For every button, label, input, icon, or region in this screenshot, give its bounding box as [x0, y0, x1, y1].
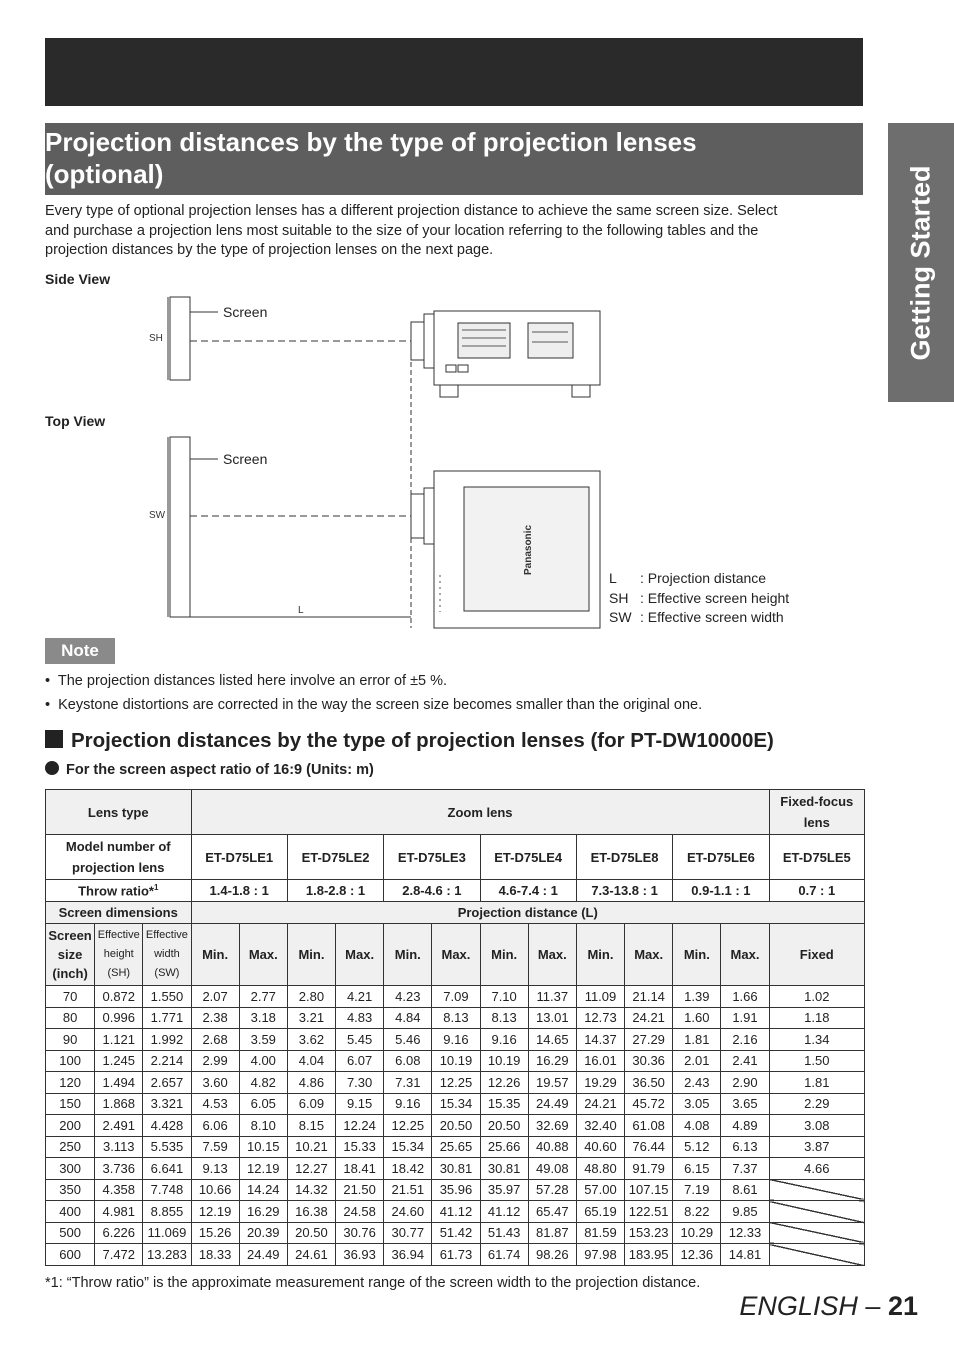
table-cell: 9.16 — [480, 1029, 528, 1051]
table-cell: 15.35 — [480, 1093, 528, 1115]
section-heading: Projection distances by the type of projection lenses (for PT-DW10000E) — [45, 729, 774, 753]
table-cell-not-applicable — [769, 1244, 864, 1266]
table-cell: 6.05 — [239, 1093, 287, 1115]
table-cell: 21.51 — [384, 1179, 432, 1201]
table-cell: 2.41 — [721, 1050, 769, 1072]
table-cell: 9.16 — [384, 1093, 432, 1115]
table-cell: 24.49 — [528, 1093, 576, 1115]
table-cell: 9.85 — [721, 1201, 769, 1223]
table-cell: 6.13 — [721, 1136, 769, 1158]
table-cell: 7.31 — [384, 1072, 432, 1094]
table-cell: 30.81 — [480, 1158, 528, 1180]
table-cell: 2.99 — [191, 1050, 239, 1072]
table-cell: 61.08 — [625, 1115, 673, 1137]
table-cell: 32.40 — [576, 1115, 624, 1137]
table-cell-not-applicable — [769, 1179, 864, 1201]
l-label: L — [298, 605, 304, 616]
table-cell: 7.10 — [480, 986, 528, 1008]
table-cell: 70 — [46, 986, 95, 1008]
table-cell: 51.42 — [432, 1222, 480, 1244]
table-cell: 350 — [46, 1179, 95, 1201]
table-cell: 12.19 — [239, 1158, 287, 1180]
table-cell: 8.13 — [480, 1007, 528, 1029]
sh-label: SH — [149, 333, 163, 344]
table-cell: 9.13 — [191, 1158, 239, 1180]
table-cell: 24.60 — [384, 1201, 432, 1223]
table-cell: 2.90 — [721, 1072, 769, 1094]
intro-paragraph: Every type of optional projection lenses has a different projection distance to achieve the same screen size. Select and purchase a projection lens most suitable to the size of your location referring to the following tables and the projection distances by the type of projection lenses on the next page. — [45, 203, 778, 258]
table-cell: 1.81 — [673, 1029, 721, 1051]
table-cell: 97.98 — [576, 1244, 624, 1266]
table-cell: 30.36 — [625, 1050, 673, 1072]
note-item: • Keystone distortions are corrected in the way the screen size becomes smaller than the original one. — [45, 697, 703, 713]
table-cell: 14.37 — [576, 1029, 624, 1051]
table-cell: 8.855 — [143, 1201, 191, 1223]
table-cell: 14.65 — [528, 1029, 576, 1051]
table-cell: 35.96 — [432, 1179, 480, 1201]
table-cell: 91.79 — [625, 1158, 673, 1180]
table-cell: 100 — [46, 1050, 95, 1072]
table-cell: 4.89 — [721, 1115, 769, 1137]
table-cell: 3.18 — [239, 1007, 287, 1029]
table-cell: 3.736 — [95, 1158, 143, 1180]
table-cell: 15.33 — [336, 1136, 384, 1158]
brand-label: Panasonic — [523, 524, 534, 576]
table-cell: 11.069 — [143, 1222, 191, 1244]
table-cell: 61.73 — [432, 1244, 480, 1266]
table-cell: 36.94 — [384, 1244, 432, 1266]
table-cell: 30.76 — [336, 1222, 384, 1244]
table-cell: 5.535 — [143, 1136, 191, 1158]
table-row — [46, 1050, 865, 1072]
table-cell: 6.15 — [673, 1158, 721, 1180]
table-cell: 7.59 — [191, 1136, 239, 1158]
table-cell: 81.87 — [528, 1222, 576, 1244]
top-screen — [170, 437, 190, 617]
table-cell: 10.15 — [239, 1136, 287, 1158]
table-cell: 16.01 — [576, 1050, 624, 1072]
table-cell: 1.550 — [143, 986, 191, 1008]
table-row — [46, 1244, 865, 1266]
table-cell: 20.39 — [239, 1222, 287, 1244]
table-throw-ratio-row: Throw ratio*$^1$ 1.4-1.8 : 1 1.8-2.8 : 1 2.8-4.6 : 1 4.6-7.4 : 1 7.3-13.8 : 1 0.9-1.1 : 1 0.7 : 1 — [46, 880, 865, 902]
table-cell: 41.12 — [480, 1201, 528, 1223]
table-cell: 150 — [46, 1093, 95, 1115]
table-cell: 57.00 — [576, 1179, 624, 1201]
table-cell: 5.46 — [384, 1029, 432, 1051]
table-cell: 65.19 — [576, 1201, 624, 1223]
table-cell: 5.45 — [336, 1029, 384, 1051]
table-cell: 65.47 — [528, 1201, 576, 1223]
table-cell: 6.09 — [287, 1093, 335, 1115]
table-row — [46, 1072, 865, 1094]
table-cell: 51.43 — [480, 1222, 528, 1244]
table-cell: 10.19 — [432, 1050, 480, 1072]
table-cell: 16.38 — [287, 1201, 335, 1223]
table-row — [46, 1201, 865, 1223]
table-cell: 30.77 — [384, 1222, 432, 1244]
table-cell: 120 — [46, 1072, 95, 1094]
table-cell: 12.73 — [576, 1007, 624, 1029]
table-cell: 24.58 — [336, 1201, 384, 1223]
table-cell: 98.26 — [528, 1244, 576, 1266]
table-cell: 2.491 — [95, 1115, 143, 1137]
table-cell: 25.65 — [432, 1136, 480, 1158]
table-cell: 0.872 — [95, 986, 143, 1008]
table-section-row: Screen dimensions Projection distance (L) — [46, 902, 865, 924]
table-cell: 4.08 — [673, 1115, 721, 1137]
table-cell: 8.22 — [673, 1201, 721, 1223]
table-cell-not-applicable — [769, 1222, 864, 1244]
table-cell: 4.86 — [287, 1072, 335, 1094]
table-cell: 6.07 — [336, 1050, 384, 1072]
table-cell: 45.72 — [625, 1093, 673, 1115]
table-cell: 10.21 — [287, 1136, 335, 1158]
table-cell: 122.51 — [625, 1201, 673, 1223]
table-row — [46, 1179, 865, 1201]
table-cell: 16.29 — [528, 1050, 576, 1072]
table-cell: 300 — [46, 1158, 95, 1180]
table-cell: 11.09 — [576, 986, 624, 1008]
table-cell: 20.50 — [480, 1115, 528, 1137]
table-row — [46, 1115, 865, 1137]
side-tab-label: Getting Started — [905, 165, 936, 361]
legend-item: L : Projection distance — [609, 570, 767, 586]
table-cell: 24.49 — [239, 1244, 287, 1266]
table-row — [46, 986, 865, 1008]
table-cell: 2.38 — [191, 1007, 239, 1029]
table-cell: 48.80 — [576, 1158, 624, 1180]
table-cell: 4.428 — [143, 1115, 191, 1137]
table-cell: 2.77 — [239, 986, 287, 1008]
table-cell: 20.50 — [432, 1115, 480, 1137]
projector-top-icon — [411, 471, 600, 628]
table-cell: 18.33 — [191, 1244, 239, 1266]
table-cell: 80 — [46, 1007, 95, 1029]
table-cell: 1.50 — [769, 1050, 864, 1072]
table-cell: 12.36 — [673, 1244, 721, 1266]
table-cell: 4.84 — [384, 1007, 432, 1029]
table-cell: 2.01 — [673, 1050, 721, 1072]
table-cell: 7.472 — [95, 1244, 143, 1266]
table-cell: 11.37 — [528, 986, 576, 1008]
table-cell: 15.34 — [432, 1093, 480, 1115]
table-cell: 18.41 — [336, 1158, 384, 1180]
table-cell: 8.15 — [287, 1115, 335, 1137]
table-cell: 4.358 — [95, 1179, 143, 1201]
page-title: Projection distances by the type of projection lenses (optional) — [45, 123, 863, 195]
legend-item: SH : Effective screen height — [609, 589, 790, 606]
table-cell: 2.657 — [143, 1072, 191, 1094]
table-cell: 3.65 — [721, 1093, 769, 1115]
table-cell: 3.08 — [769, 1115, 864, 1137]
table-cell: 1.81 — [769, 1072, 864, 1094]
table-cell: 8.13 — [432, 1007, 480, 1029]
table-cell: 4.23 — [384, 986, 432, 1008]
table-cell: 76.44 — [625, 1136, 673, 1158]
table-cell: 3.62 — [287, 1029, 335, 1051]
table-cell: 6.641 — [143, 1158, 191, 1180]
table-cell: 6.226 — [95, 1222, 143, 1244]
table-cell: 1.39 — [673, 986, 721, 1008]
table-cell: 8.10 — [239, 1115, 287, 1137]
table-cell: 12.19 — [191, 1201, 239, 1223]
table-cell: 1.91 — [721, 1007, 769, 1029]
footnote: *1: “Throw ratio” is the approximate measurement range of the screen width to the projection distance. — [45, 1275, 701, 1291]
note-badge: Note — [45, 638, 115, 664]
table-cell: 3.05 — [673, 1093, 721, 1115]
table-cell: 35.97 — [480, 1179, 528, 1201]
side-view-label: Side View — [45, 271, 111, 287]
table-cell: 3.60 — [191, 1072, 239, 1094]
table-cell: 30.81 — [432, 1158, 480, 1180]
table-cell: 1.121 — [95, 1029, 143, 1051]
table-cell: 19.57 — [528, 1072, 576, 1094]
table-cell: 7.09 — [432, 986, 480, 1008]
table-cell: 27.29 — [625, 1029, 673, 1051]
table-cell: 4.83 — [336, 1007, 384, 1029]
table-cell: 32.69 — [528, 1115, 576, 1137]
table-cell: 10.66 — [191, 1179, 239, 1201]
table-cell: 4.04 — [287, 1050, 335, 1072]
sw-label: SW — [149, 510, 166, 521]
table-cell: 12.27 — [287, 1158, 335, 1180]
table-cell: 2.80 — [287, 986, 335, 1008]
table-cell: 3.59 — [239, 1029, 287, 1051]
projection-diagram — [0, 0, 954, 640]
table-cell: 2.07 — [191, 986, 239, 1008]
table-cell: 1.60 — [673, 1007, 721, 1029]
table-cell: 3.321 — [143, 1093, 191, 1115]
table-cell: 18.42 — [384, 1158, 432, 1180]
top-view-label: Top View — [45, 413, 106, 429]
table-cell: 1.494 — [95, 1072, 143, 1094]
table-cell: 12.33 — [721, 1222, 769, 1244]
table-cell: 0.996 — [95, 1007, 143, 1029]
table-cell: 7.30 — [336, 1072, 384, 1094]
table-cell: 21.50 — [336, 1179, 384, 1201]
table-cell: 19.29 — [576, 1072, 624, 1094]
round-bullet-icon — [45, 761, 59, 775]
table-cell: 4.66 — [769, 1158, 864, 1180]
table-cell: 36.50 — [625, 1072, 673, 1094]
table-cell: 10.29 — [673, 1222, 721, 1244]
table-cell: 15.26 — [191, 1222, 239, 1244]
table-cell: 4.82 — [239, 1072, 287, 1094]
note-item: • The projection distances listed here involve an error of ±5 %. — [45, 673, 448, 689]
table-cell: 3.113 — [95, 1136, 143, 1158]
page-number: ENGLISH – 21 — [739, 1291, 918, 1321]
table-cell: 3.87 — [769, 1136, 864, 1158]
table-cell: 61.74 — [480, 1244, 528, 1266]
projector-side-icon — [411, 311, 600, 397]
table-cell: 57.28 — [528, 1179, 576, 1201]
square-bullet-icon — [45, 730, 63, 748]
table-cell: 107.15 — [625, 1179, 673, 1201]
table-row — [46, 1093, 865, 1115]
subsection-heading: For the screen aspect ratio of 16:9 (Units: m) — [45, 761, 374, 778]
table-cell: 5.12 — [673, 1136, 721, 1158]
table-cell: 81.59 — [576, 1222, 624, 1244]
table-cell: 7.37 — [721, 1158, 769, 1180]
table-cell: 2.16 — [721, 1029, 769, 1051]
table-model-row: Model number of projection lens ET-D75LE1 ET-D75LE2 ET-D75LE3 ET-D75LE4 ET-D75LE8 ET-D75LE6 ET-D75LE5 — [46, 835, 865, 880]
diagram-legend — [609, 569, 789, 628]
side-screen — [170, 297, 190, 380]
table-row — [46, 1029, 865, 1051]
table-cell: 14.81 — [721, 1244, 769, 1266]
table-cell: 400 — [46, 1201, 95, 1223]
table-cell: 12.25 — [384, 1115, 432, 1137]
table-cell: 10.19 — [480, 1050, 528, 1072]
table-cell: 12.25 — [432, 1072, 480, 1094]
table-cell: 15.34 — [384, 1136, 432, 1158]
table-cell: 1.992 — [143, 1029, 191, 1051]
table-cell: 2.29 — [769, 1093, 864, 1115]
table-cell: 21.14 — [625, 986, 673, 1008]
table-row — [46, 1222, 865, 1244]
table-cell: 153.23 — [625, 1222, 673, 1244]
table-cell: 4.981 — [95, 1201, 143, 1223]
table-cell: 183.95 — [625, 1244, 673, 1266]
table-cell: 24.21 — [625, 1007, 673, 1029]
table-cell: 13.283 — [143, 1244, 191, 1266]
table-cell: 40.88 — [528, 1136, 576, 1158]
table-cell: 8.61 — [721, 1179, 769, 1201]
table-cell: 24.21 — [576, 1093, 624, 1115]
table-column-header-row: Screen size (inch) Effective height (SH) Effective width (SW) Min. Max. Min. Max. Min. Max. Min. Max. Min. Max. Min. Max. Fixed — [46, 924, 865, 986]
table-cell: 4.00 — [239, 1050, 287, 1072]
table-cell: 90 — [46, 1029, 95, 1051]
table-cell: 2.43 — [673, 1072, 721, 1094]
table-cell: 36.93 — [336, 1244, 384, 1266]
table-cell: 13.01 — [528, 1007, 576, 1029]
table-cell: 12.26 — [480, 1072, 528, 1094]
table-cell: 2.214 — [143, 1050, 191, 1072]
table-cell: 1.34 — [769, 1029, 864, 1051]
table-cell: 7.748 — [143, 1179, 191, 1201]
table-cell: 7.19 — [673, 1179, 721, 1201]
table-cell: 49.08 — [528, 1158, 576, 1180]
table-cell: 14.32 — [287, 1179, 335, 1201]
legend-item: SW : Effective screen width — [609, 609, 784, 625]
table-cell: 4.53 — [191, 1093, 239, 1115]
table-cell-not-applicable — [769, 1201, 864, 1223]
table-cell: 1.868 — [95, 1093, 143, 1115]
table-cell: 2.68 — [191, 1029, 239, 1051]
table-cell: 14.24 — [239, 1179, 287, 1201]
table-cell: 6.06 — [191, 1115, 239, 1137]
table-cell: 1.245 — [95, 1050, 143, 1072]
table-cell: 4.21 — [336, 986, 384, 1008]
table-cell: 6.08 — [384, 1050, 432, 1072]
side-screen-label: Screen — [223, 304, 268, 320]
table-cell: 500 — [46, 1222, 95, 1244]
top-screen-label: Screen — [223, 451, 268, 467]
table-cell: 24.61 — [287, 1244, 335, 1266]
table-cell: 25.66 — [480, 1136, 528, 1158]
table-cell: 9.15 — [336, 1093, 384, 1115]
table-cell: 1.02 — [769, 986, 864, 1008]
table-row — [46, 1158, 865, 1180]
table-cell: 16.29 — [239, 1201, 287, 1223]
table-cell: 1.771 — [143, 1007, 191, 1029]
table-cell: 9.16 — [432, 1029, 480, 1051]
table-cell: 20.50 — [287, 1222, 335, 1244]
table-row — [46, 1136, 865, 1158]
table-header-row: Lens type Zoom lens Fixed-focus lens — [46, 790, 865, 835]
table-cell: 40.60 — [576, 1136, 624, 1158]
table-cell: 3.21 — [287, 1007, 335, 1029]
table-row — [46, 1007, 865, 1029]
projection-distance-table — [45, 789, 865, 1266]
note-list — [45, 669, 702, 717]
table-cell: 12.24 — [336, 1115, 384, 1137]
table-cell: 1.18 — [769, 1007, 864, 1029]
table-cell: 250 — [46, 1136, 95, 1158]
table-cell: 600 — [46, 1244, 95, 1266]
table-cell: 200 — [46, 1115, 95, 1137]
table-cell: 41.12 — [432, 1201, 480, 1223]
table-cell: 1.66 — [721, 986, 769, 1008]
